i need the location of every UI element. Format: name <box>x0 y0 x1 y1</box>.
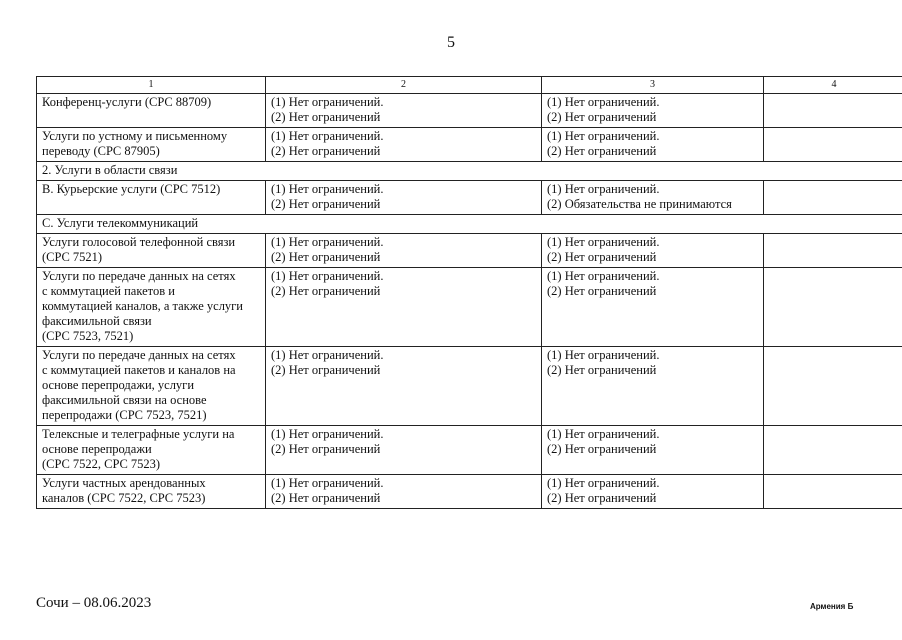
column-header-3: 3 <box>542 77 764 94</box>
national-treatment-cell <box>542 347 764 426</box>
market-access-cell-line: (2) Нет ограничений <box>271 442 381 456</box>
national-treatment-cell-line: (2) Нет ограничений <box>547 491 657 505</box>
service-sector-cell-line: основе перепродажи <box>42 442 152 456</box>
additional-commitments-cell <box>764 181 902 215</box>
market-access-cell <box>266 234 542 268</box>
national-treatment-cell-line: (1) Нет ограничений. <box>547 269 660 283</box>
national-treatment-cell-line: (2) Нет ограничений <box>547 144 657 158</box>
national-treatment-cell <box>542 234 764 268</box>
table-row <box>37 94 902 128</box>
service-sector-cell <box>37 234 266 268</box>
table-header-row <box>37 77 902 94</box>
market-access-cell-line: (2) Нет ограничений <box>271 491 381 505</box>
service-sector-cell-line: Телексные и телеграфные услуги на <box>42 427 235 441</box>
table-row <box>37 234 902 268</box>
service-sector-cell <box>37 181 266 215</box>
market-access-cell-line: (1) Нет ограничений. <box>271 95 384 109</box>
national-treatment-cell-line: (1) Нет ограничений. <box>547 95 660 109</box>
service-sector-cell-line: с коммутацией пакетов и <box>42 284 175 298</box>
additional-commitments-cell <box>764 234 902 268</box>
national-treatment-cell-line: (2) Обязательства не принимаются <box>547 197 732 211</box>
commitments-table <box>36 76 902 509</box>
national-treatment-cell-line: (2) Нет ограничений <box>547 250 657 264</box>
table-body <box>37 94 902 509</box>
service-sector-cell-line: Услуги по передаче данных на сетях <box>42 269 236 283</box>
subsection-row <box>37 215 902 234</box>
table-row <box>37 268 902 347</box>
table-row <box>37 475 902 509</box>
service-sector-cell <box>37 128 266 162</box>
market-access-cell <box>266 347 542 426</box>
market-access-cell <box>266 181 542 215</box>
subsection-heading: C. Услуги телекоммуникаций <box>37 215 902 234</box>
additional-commitments-cell <box>764 426 902 475</box>
national-treatment-cell <box>542 128 764 162</box>
market-access-cell <box>266 128 542 162</box>
additional-commitments-cell <box>764 347 902 426</box>
service-sector-cell-line: основе перепродажи, услуги <box>42 378 195 392</box>
service-sector-cell-line: (CPC 7521) <box>42 250 103 264</box>
market-access-cell-line: (2) Нет ограничений <box>271 363 381 377</box>
service-sector-cell-line: B. Курьерские услуги (CPC 7512) <box>42 182 221 196</box>
national-treatment-cell-line: (1) Нет ограничений. <box>547 427 660 441</box>
service-sector-cell-line: с коммутацией пакетов и каналов на <box>42 363 236 377</box>
market-access-cell-line: (2) Нет ограничений <box>271 284 381 298</box>
service-sector-cell-line: коммутацией каналов, а также услуги <box>42 299 244 313</box>
service-sector-cell <box>37 268 266 347</box>
national-treatment-cell-line: (1) Нет ограничений. <box>547 348 660 362</box>
national-treatment-cell <box>542 94 764 128</box>
national-treatment-cell <box>542 475 764 509</box>
service-sector-cell-line: факсимильной связи <box>42 314 152 328</box>
table-row <box>37 347 902 426</box>
national-treatment-cell <box>542 181 764 215</box>
national-treatment-cell-line: (1) Нет ограничений. <box>547 235 660 249</box>
service-sector-cell-line: переводу (CPC 87905) <box>42 144 160 158</box>
national-treatment-cell-line: (2) Нет ограничений <box>547 363 657 377</box>
market-access-cell <box>266 426 542 475</box>
service-sector-cell-line: факсимильной связи на основе <box>42 393 207 407</box>
national-treatment-cell-line: (2) Нет ограничений <box>547 110 657 124</box>
national-treatment-cell-line: (2) Нет ограничений <box>547 442 657 456</box>
market-access-cell <box>266 94 542 128</box>
column-header-4: 4 <box>764 77 902 94</box>
section-heading: 2. Услуги в области связи <box>37 162 902 181</box>
market-access-cell-line: (2) Нет ограничений <box>271 110 381 124</box>
additional-commitments-cell <box>764 94 902 128</box>
market-access-cell-line: (1) Нет ограничений. <box>271 476 384 490</box>
additional-commitments-cell <box>764 475 902 509</box>
national-treatment-cell-line: (2) Нет ограничений <box>547 284 657 298</box>
market-access-cell-line: (2) Нет ограничений <box>271 197 381 211</box>
service-sector-cell <box>37 475 266 509</box>
page-number: 5 <box>447 34 455 51</box>
market-access-cell-line: (1) Нет ограничений. <box>271 269 384 283</box>
market-access-cell-line: (2) Нет ограничений <box>271 250 381 264</box>
service-sector-cell <box>37 94 266 128</box>
national-treatment-cell-line: (1) Нет ограничений. <box>547 182 660 196</box>
market-access-cell-line: (1) Нет ограничений. <box>271 348 384 362</box>
service-sector-cell-line: Конференц-услуги (CPC 88709) <box>42 95 212 109</box>
service-sector-cell <box>37 426 266 475</box>
additional-commitments-cell <box>764 268 902 347</box>
additional-commitments-cell <box>764 128 902 162</box>
national-treatment-cell-line: (1) Нет ограничений. <box>547 476 660 490</box>
market-access-cell-line: (1) Нет ограничений. <box>271 129 384 143</box>
service-sector-cell-line: Услуги по передаче данных на сетях <box>42 348 236 362</box>
column-header-1: 1 <box>37 77 266 94</box>
market-access-cell-line: (1) Нет ограничений. <box>271 427 384 441</box>
market-access-cell <box>266 475 542 509</box>
table-row <box>37 181 902 215</box>
section-row <box>37 162 902 181</box>
column-header-2: 2 <box>266 77 542 94</box>
market-access-cell-line: (1) Нет ограничений. <box>271 182 384 196</box>
national-treatment-cell-line: (1) Нет ограничений. <box>547 129 660 143</box>
footer-document-code: Армения Б <box>810 602 854 611</box>
market-access-cell-line: (2) Нет ограничений <box>271 144 381 158</box>
service-sector-cell-line: перепродажи (CPC 7523, 7521) <box>42 408 207 422</box>
service-sector-cell-line: каналов (CPC 7522, CPC 7523) <box>42 491 206 505</box>
table-row <box>37 128 902 162</box>
national-treatment-cell <box>542 268 764 347</box>
national-treatment-cell <box>542 426 764 475</box>
service-sector-cell-line: Услуги частных арендованных <box>42 476 206 490</box>
service-sector-cell-line: Услуги голосовой телефонной связи <box>42 235 236 249</box>
service-sector-cell-line: (CPC 7522, CPC 7523) <box>42 457 161 471</box>
service-sector-cell-line: (CPC 7523, 7521) <box>42 329 134 343</box>
service-sector-cell-line: Услуги по устному и письменному <box>42 129 228 143</box>
table-row <box>37 426 902 475</box>
market-access-cell <box>266 268 542 347</box>
footer-place-date: Сочи – 08.06.2023 <box>36 595 152 611</box>
service-sector-cell <box>37 347 266 426</box>
market-access-cell-line: (1) Нет ограничений. <box>271 235 384 249</box>
